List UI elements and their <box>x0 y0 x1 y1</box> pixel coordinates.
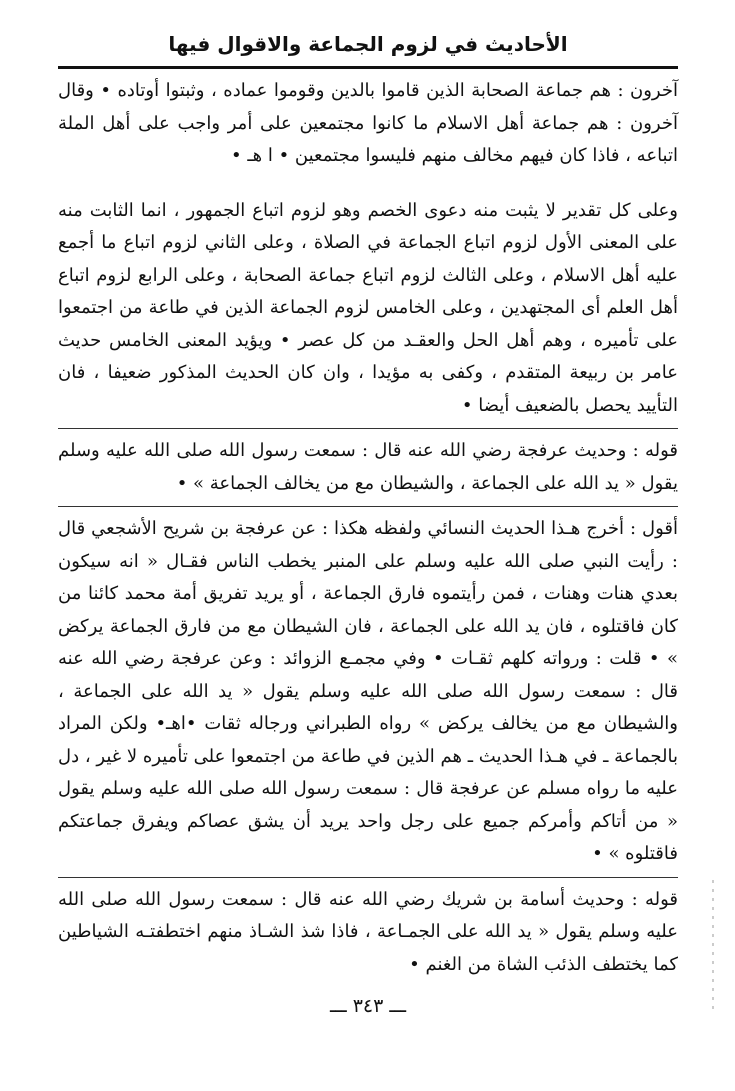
section-divider-1 <box>58 428 678 429</box>
running-head-title: الأحاديث في لزوم الجماعة والاقوال فيها <box>168 32 568 56</box>
paragraph-5: قوله : وحديث أسامة بن شريك رضي الله عنه قال : سمعت رسول الله صلى الله عليه وسلم يقول « يد الله على الجمـاعة ، فاذا شذ الشـاذ منهم اختطفتـه الشياطين كما يختطف الذئب الشاة من الغنم • <box>58 888 678 975</box>
page-number: ـــ ٣٤٣ ـــ <box>329 995 407 1017</box>
scan-margin-mark <box>712 880 714 1010</box>
book-page <box>58 30 678 1017</box>
section-divider-2 <box>58 506 678 507</box>
header-rule <box>58 66 678 69</box>
paragraph-3: قوله : وحديث عرفجة رضي الله عنه قال : سمعت رسول الله صلى الله عليه وسلم يقول « يد الله على الجماعة ، والشيطان مع من يخالف الجماعة » • <box>58 440 678 494</box>
section-divider-3 <box>58 877 678 878</box>
paragraph-1: آخرون : هم جماعة الصحابة الذين قاموا بالدين وقوموا عماده ، وثبتوا أوتاده • وقال آخرون : هم جماعة أهل الاسلام ما كانوا مجتمعين على أمر واجب على أهل الملة اتباعه ، فاذا كان فيهم مخالف منهم فليسوا مجتمعين • ا هـ • <box>58 80 678 166</box>
paragraph-4: أقول : أخرج هـذا الحديث النسائي ولفظه هكذا : عن عرفجة بن شريح الأشجعي قال : رأيت النبي صلى الله عليه وسلم على المنبر يخطب الناس فقـال « انه سيكون بعدي هنات وهنات ، فمن رأيتموه فارق الجماعة ، أو يريد تفريق أمة محمد كائنا من كان فاقتلوه ، فان يد الله على الجماعة ، فان الشيطان مع من فارق الجماعة يركض » • قلت : ورواته كلهم ثقـات • وفي مجمـع الزوائد : وعن عرفجة رضي الله عنه قال : سمعت رسول الله صلى الله عليه وسلم يقول « يد الله على الجماعة ، والشيطان مع من يخالف يركض » رواه الطبراني ورجاله ثقات •اهـ• ولكن المراد بالجماعة ـ في هـذا الحديث ـ هم الذين في طاعة من اجتمعوا على تأميره لا غير ، دل عليه ما رواه مسلم عن عرفجة قال : سمعت رسول الله صلى الله عليه وسلم يقول « من أتاكم وأمركم جميع على رجل واحد يريد أن يشق عصاكم ويفرق جماعتكم فاقتلوه » • <box>58 518 678 864</box>
paragraph-2: وعلى كل تقدير لا يثبت منه دعوى الخصم وهو لزوم اتباع الجمهور ، انما الثابت منه على المعنى الأول لزوم اتباع الجماعة في الصلاة ، وعلى الثاني لزوم اتباع ما أجمع عليه أهل الاسلام ، وعلى الثالث لزوم اتباع جماعة الصحابة ، وعلى الرابع لزوم اتباع أهل العلم أى المجتهدين ، وعلى الخامس لزوم الجماعة الذين في طاعة من اجتمعوا على تأميره ، وهم أهل الحل والعقـد من كل عصر • ويؤيد المعنى الخامس حديث عامر بن ربيعة المتقدم ، وكفى به مؤيدا ، وان كان الحديث المذكور ضعيفا ، فان التأييد يحصل بالضعيف أيضا • <box>58 199 678 416</box>
